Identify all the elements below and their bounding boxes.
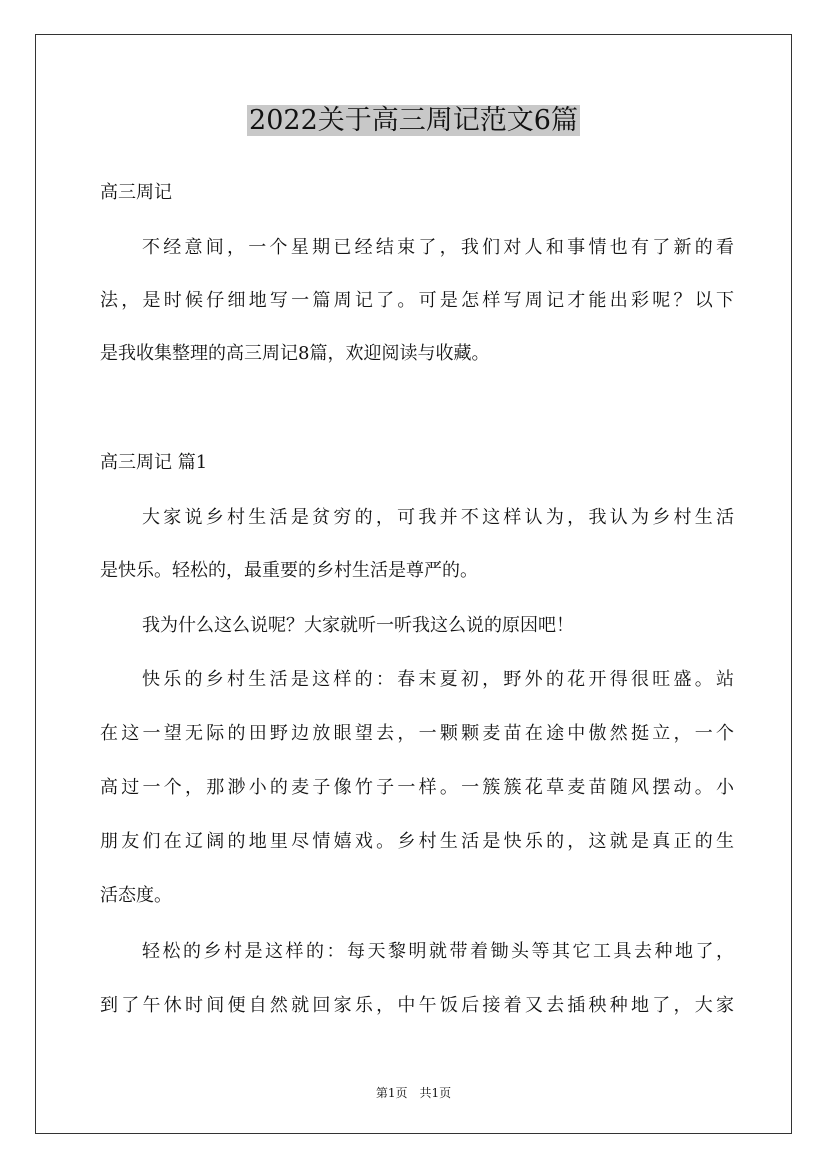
body-line-4: 快乐的乡村生活是这样的：春末夏初，野外的花开得很旺盛。站 (142, 669, 734, 690)
body-line-9: 轻松的乡村是这样的：每天黎明就带着锄头等其它工具去种地了， (142, 941, 734, 962)
body-line-5: 在这一望无际的田野边放眼望去，一颗颗麦苗在途中傲然挺立，一个 (100, 723, 734, 744)
body-line-10: 到了午休时间便自然就回家乐，中午饭后接着又去插秧种地了，大家 (100, 995, 734, 1016)
body-line-6: 高过一个，那渺小的麦子像竹子一样。一簇簇花草麦苗随风摆动。小 (100, 777, 734, 798)
body-line-1: 大家说乡村生活是贫穷的，可我并不这样认为，我认为乡村生活 (142, 507, 734, 528)
section-heading: 高三周记 篇1 (100, 452, 208, 473)
document-title: 2022关于高三周记范文6篇 (249, 105, 578, 136)
page-number-footer: 第1页 共1页 (375, 1086, 452, 1100)
body-line-7: 朋友们在辽阔的地里尽情嬉戏。乡村生活是快乐的，这就是真正的生 (100, 831, 734, 852)
body-line-2: 是快乐。轻松的，最重要的乡村生活是尊严的。 (100, 560, 478, 581)
intro-line-1: 不经意间，一个星期已经结束了，我们对人和事情也有了新的看 (142, 237, 734, 258)
intro-heading: 高三周记 (100, 182, 172, 203)
body-line-3: 我为什么这么说呢？大家就听一听我这么说的原因吧！ (142, 615, 574, 636)
body-line-8: 活态度。 (100, 885, 172, 906)
intro-line-3: 是我收集整理的高三周记8篇，欢迎阅读与收藏。 (100, 343, 490, 364)
intro-line-2: 法，是时候仔细地写一篇周记了。可是怎样写周记才能出彩呢？以下 (100, 290, 734, 311)
